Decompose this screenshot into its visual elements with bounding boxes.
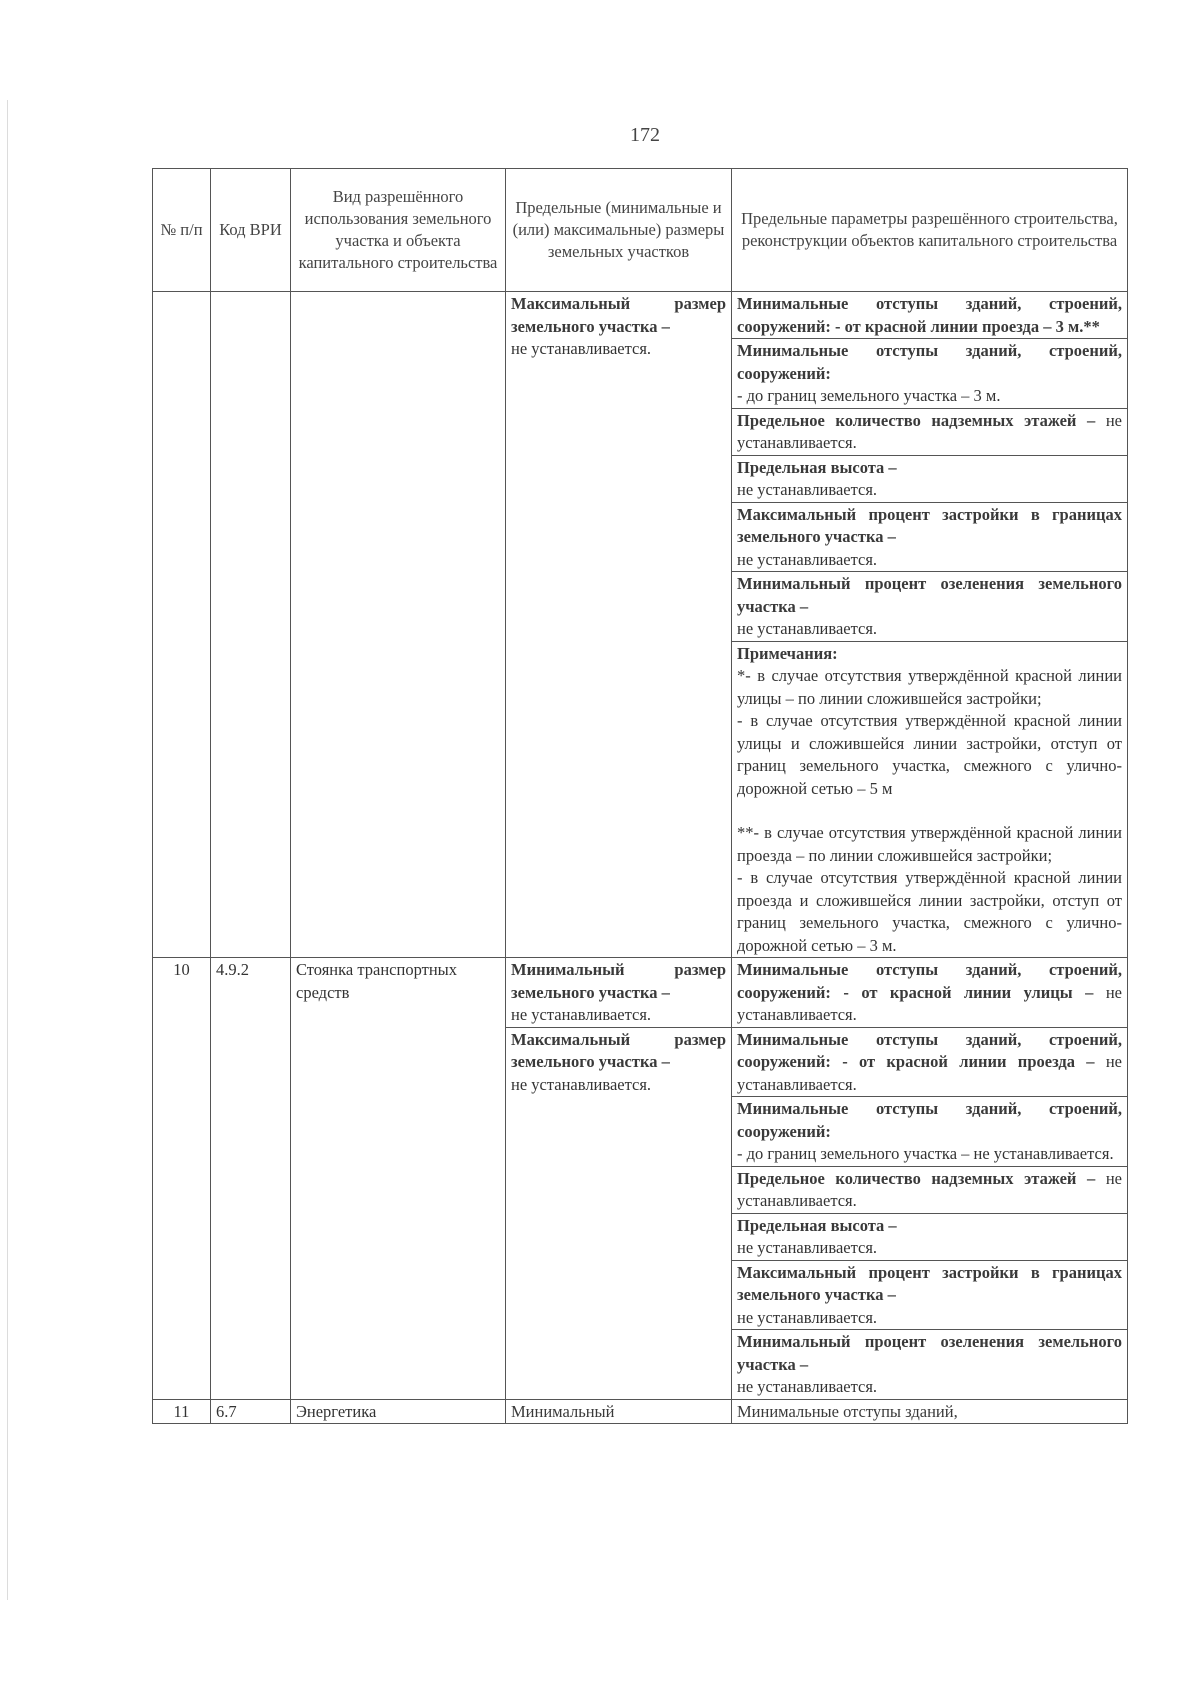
scan-margin-line bbox=[7, 100, 8, 1600]
param-label: Минимальные отступы зданий, строений, сооружений: bbox=[737, 1099, 1122, 1141]
table-header-row bbox=[153, 169, 1128, 292]
cont-param-0 bbox=[732, 292, 1128, 339]
param-value: не устанавливается. bbox=[737, 1307, 878, 1327]
cont-param-5 bbox=[732, 572, 1128, 642]
param-value: не устанавливается. bbox=[737, 1052, 1122, 1094]
row11-use: Энергетика bbox=[291, 1399, 506, 1424]
header-code: Код ВРИ bbox=[211, 169, 291, 292]
param-value: не устанавливается. bbox=[737, 480, 878, 499]
param-value: - до границ земельного участка – 3 м. bbox=[737, 386, 1001, 405]
param-value: не устанавливается. bbox=[737, 982, 1122, 1024]
row10-use: Стоянка транспортных средств bbox=[291, 958, 506, 1400]
cont-param-1 bbox=[732, 339, 1128, 409]
cont-param-3 bbox=[732, 455, 1128, 502]
param-label: Предельное количество надземных этажей – bbox=[737, 1168, 1096, 1188]
row10-size-min bbox=[506, 958, 732, 1028]
note-1: - в случае отсутствия утверждённой красной линии улицы и сложившейся линии застройки, отступ от границ земельного участка, смежного с улично-дорожной сетью – 5 м bbox=[737, 711, 1122, 798]
table-row-10 bbox=[153, 958, 1128, 1028]
param-value: не устанавливается. bbox=[737, 1168, 1122, 1210]
cont-notes bbox=[732, 641, 1128, 958]
param-value: не устанавливается. bbox=[737, 1377, 878, 1396]
size-value: не устанавливается. bbox=[511, 1074, 652, 1094]
size-label: Максимальный размер земельного участка – bbox=[511, 1029, 726, 1071]
param-value: не устанавливается. bbox=[737, 619, 878, 638]
param-label: Предельное количество надземных этажей – bbox=[737, 410, 1096, 430]
param-label: Минимальные отступы зданий, строений, сооружений: - от красной линии улицы – bbox=[737, 960, 1122, 1002]
param-value: не устанавливается. bbox=[737, 1238, 878, 1257]
page-number: 172 bbox=[630, 124, 660, 146]
note-3: - в случае отсутствия утверждённой красной линии проезда и сложившейся линии застройки, отступ от границ земельного участка, смежного с улично-дорожной сетью – 3 м. bbox=[737, 868, 1122, 955]
regulations-table bbox=[152, 168, 1128, 1424]
row10-size-max bbox=[506, 1027, 732, 1399]
param-value: не устанавливается. bbox=[737, 549, 878, 569]
cont-code-cell bbox=[211, 292, 291, 958]
header-use: Вид разрешённого использования земельного участка и объекта капитального строительства bbox=[291, 169, 506, 292]
size-value: не устанавливается. bbox=[511, 1005, 652, 1024]
header-size: Предельные (минимальные и (или) максимальные) размеры земельных участков bbox=[506, 169, 732, 292]
row11-code: 6.7 bbox=[211, 1399, 291, 1424]
cont-size-max-label: Максимальный размер земельного участка – bbox=[511, 294, 726, 336]
row10-code: 4.9.2 bbox=[211, 958, 291, 1400]
param-label: Минимальные отступы зданий, строений, сооружений: bbox=[737, 341, 1122, 383]
cont-use-cell bbox=[291, 292, 506, 958]
row10-param-5 bbox=[732, 1260, 1128, 1330]
param-value: - до границ земельного участка – не устанавливается. bbox=[737, 1144, 1114, 1163]
param-label: Максимальный процент застройки в границах земельного участка – bbox=[737, 504, 1122, 546]
cont-size-cell bbox=[506, 292, 732, 958]
notes-title: Примечания: bbox=[737, 643, 838, 663]
row10-param-0 bbox=[732, 958, 1128, 1028]
note-0: *- в случае отсутствия утверждённой красной линии улицы – по линии сложившейся застройки; bbox=[737, 666, 1122, 708]
cont-param-4 bbox=[732, 502, 1128, 572]
param-value: не устанавливается. bbox=[737, 410, 1122, 452]
param-label: Максимальный процент застройки в границах земельного участка – bbox=[737, 1262, 1122, 1304]
param-label: Предельная высота – bbox=[737, 1215, 897, 1235]
header-params: Предельные параметры разрешённого строительства, реконструкции объектов капитального строительства bbox=[732, 169, 1128, 292]
cont-num-cell bbox=[153, 292, 211, 958]
table-row bbox=[153, 292, 1128, 339]
note-2: **- в случае отсутствия утверждённой красной линии проезда – по линии сложившейся застройки; bbox=[737, 823, 1122, 865]
cont-param-2 bbox=[732, 408, 1128, 455]
param-label: Минимальные отступы зданий, строений, сооружений: - от красной линии проезда – 3 м.** bbox=[737, 294, 1122, 336]
row10-param-3 bbox=[732, 1166, 1128, 1213]
row10-param-6 bbox=[732, 1330, 1128, 1400]
cont-size-max-value: не устанавливается. bbox=[511, 339, 652, 358]
row11-size-min: Минимальный bbox=[506, 1399, 732, 1424]
row11-param-0: Минимальные отступы зданий, bbox=[732, 1399, 1128, 1424]
table-row-11 bbox=[153, 1399, 1128, 1424]
row10-param-4 bbox=[732, 1213, 1128, 1260]
param-label: Минимальные отступы зданий, строений, сооружений: - от красной линии проезда – bbox=[737, 1029, 1122, 1071]
size-label: Минимальный размер земельного участка – bbox=[511, 960, 726, 1002]
row10-num: 10 bbox=[153, 958, 211, 1400]
row11-num: 11 bbox=[153, 1399, 211, 1424]
header-num: № п/п bbox=[153, 169, 211, 292]
row10-param-2 bbox=[732, 1097, 1128, 1167]
param-label: Предельная высота – bbox=[737, 457, 897, 477]
param-label: Минимальный процент озеленения земельного участка – bbox=[737, 574, 1122, 616]
row10-param-1 bbox=[732, 1027, 1128, 1097]
param-label: Минимальный процент озеленения земельного участка – bbox=[737, 1332, 1122, 1374]
